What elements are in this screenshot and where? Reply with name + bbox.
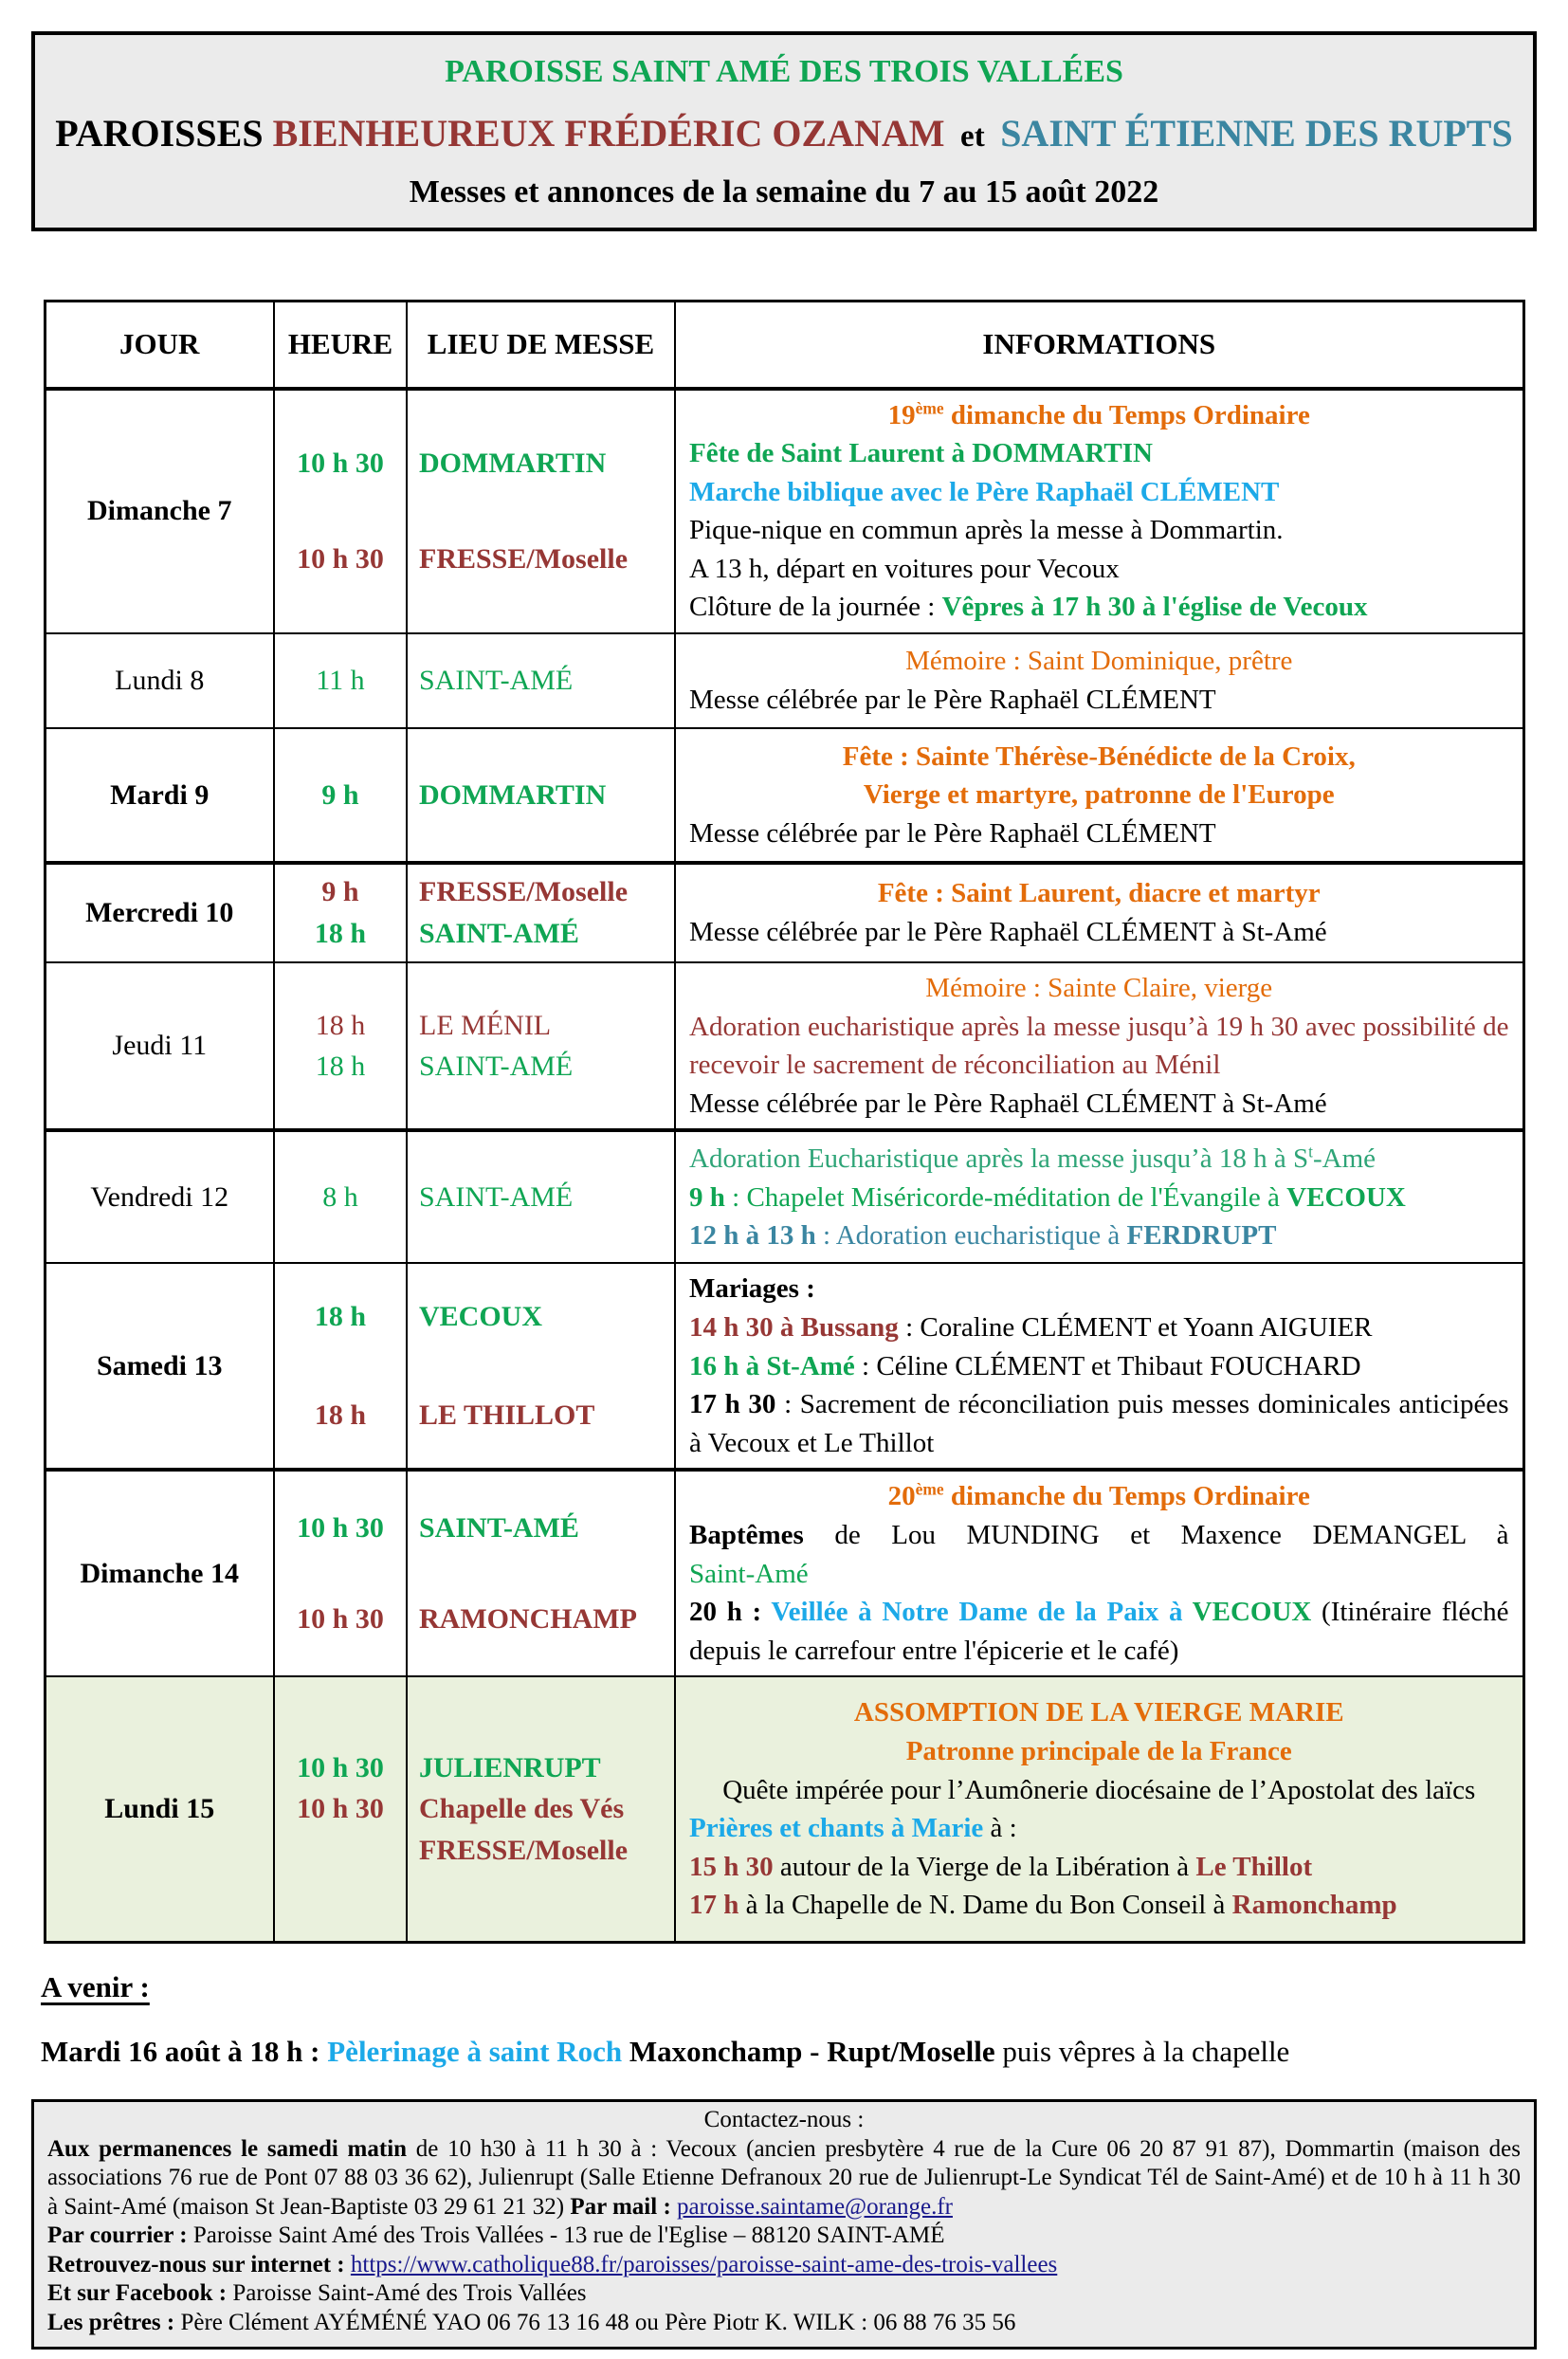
place-stack — [419, 1007, 670, 1086]
text-segment: 11 h — [316, 665, 365, 697]
info-line — [689, 1771, 1509, 1810]
text-segment: SAINT-AMÉ — [419, 1181, 574, 1214]
text-segment: 15 h 30 — [689, 1851, 774, 1882]
text-segment: Mémoire : Sainte Claire, vierge — [925, 973, 1273, 1004]
table-row — [45, 962, 1523, 1130]
hour — [297, 445, 384, 483]
text-segment: VECOUX — [1286, 1181, 1406, 1213]
contact-title: Contactez-nous : — [703, 2107, 865, 2133]
text-segment: VECOUX — [419, 1301, 543, 1333]
info-line — [689, 1732, 1509, 1771]
hour-cell — [274, 1676, 407, 1942]
day-cell — [45, 1676, 274, 1942]
place — [419, 1790, 624, 1828]
text-segment: -Amé — [1312, 1143, 1377, 1175]
info-cell — [675, 1130, 1523, 1263]
text-segment: Messe célébrée par le Père Raphaël CLÉMENT à St-Amé — [689, 1088, 1327, 1119]
text-segment: Vêpres à 17 h 30 à l'église de Vecoux — [941, 592, 1368, 623]
info-line — [689, 776, 1509, 814]
text-segment: Clôture de la journée : — [689, 592, 942, 623]
info-cell — [675, 1263, 1523, 1470]
text-segment: 17 h — [689, 1890, 739, 1921]
info-line — [689, 1385, 1509, 1462]
contact-box — [31, 2099, 1537, 2350]
info-line — [689, 1085, 1509, 1124]
contact-line — [47, 2135, 1521, 2222]
info-line — [689, 681, 1509, 720]
text-segment: Vierge et martyre, patronne de l'Europe — [863, 779, 1335, 811]
website-link[interactable]: https://www.catholique88.fr/paroisses/paroisse-saint-ame-des-trois-vallees — [350, 2251, 1058, 2277]
parish-title — [45, 54, 1523, 90]
text-segment: dimanche du Temps Ordinaire — [943, 399, 1310, 430]
text-segment: de Lou MUNDING et Maxence DEMANGEL à — [803, 1520, 1509, 1550]
text-segment: FRESSE/Moselle — [419, 543, 629, 576]
column-header-heure: HEURE — [274, 302, 407, 389]
info-line — [689, 1848, 1509, 1887]
text-segment: Messe célébrée par le Père Raphaël CLÉMENT à St-Amé — [689, 917, 1327, 948]
text-segment: Le Thillot — [1195, 1851, 1313, 1882]
hour — [297, 1749, 384, 1787]
table-row — [45, 1130, 1523, 1263]
superscript-text: t — [1308, 1142, 1313, 1161]
hour-cell — [274, 962, 407, 1130]
place — [419, 662, 573, 700]
parishes-subtitle-prefix: PAROISSES — [55, 112, 273, 155]
info-line — [689, 1593, 1509, 1670]
text-segment: Patronne principale de la France — [905, 1735, 1292, 1766]
info-line — [689, 1555, 1509, 1594]
mass-schedule-table — [44, 300, 1525, 1944]
text-segment: A 13 h, départ en voitures pour Vecoux — [689, 553, 1120, 584]
text-segment: Veillée à Notre Dame de la Paix à — [771, 1597, 1193, 1628]
parish-etienne: SAINT ÉTIENNE DES RUPTS — [1000, 112, 1513, 155]
hour — [297, 1790, 384, 1828]
place-cell — [407, 863, 675, 962]
text-segment: 10 h 30 — [297, 1751, 384, 1783]
text-segment: : Céline CLÉMENT et Thibaut FOUCHARD — [854, 1350, 1361, 1381]
place — [419, 777, 606, 814]
hour-cell — [274, 1470, 407, 1676]
place — [419, 1509, 579, 1547]
text-segment: Mardi 9 — [110, 778, 210, 811]
place-stack — [419, 1179, 670, 1216]
text-segment: 8 h — [322, 1181, 358, 1214]
text-segment: JULIENRUPT — [419, 1751, 601, 1783]
text-segment: à : — [983, 1813, 1017, 1844]
place-cell — [407, 728, 675, 863]
info-cell — [675, 1470, 1523, 1676]
info-line — [689, 1270, 1509, 1308]
hour-cell — [274, 1263, 407, 1470]
place-cell — [407, 1676, 675, 1942]
contact-lines — [47, 2135, 1521, 2338]
text-segment: Baptêmes — [689, 1520, 804, 1550]
text-segment: Paroisse Saint Amé des Trois Vallées - 13 rue de l'Eglise – 88120 SAINT-AMÉ — [187, 2222, 945, 2249]
text-segment: Père Clément AYÉMÉNÉ YAO 06 76 13 16 48 ou Père Piotr K. WILK : 06 88 76 35 56 — [174, 2309, 1016, 2335]
column-header-informations: INFORMATIONS — [675, 302, 1523, 389]
text-segment: Mardi 16 août à 18 h : — [41, 2034, 328, 2068]
text-segment: 14 h 30 à Bussang — [689, 1312, 899, 1344]
place-cell — [407, 1130, 675, 1263]
hour — [315, 1397, 366, 1435]
text-segment: Mercredi 10 — [85, 897, 234, 929]
place — [419, 540, 628, 578]
text-segment: 19 — [887, 399, 916, 430]
info-line — [689, 969, 1509, 1008]
contact-line — [47, 2279, 1521, 2309]
place — [419, 1749, 601, 1787]
parish-ozanam: BIENHEUREUX FRÉDÉRIC OZANAM — [272, 112, 945, 155]
info-line — [689, 1308, 1509, 1347]
text-segment: 10 h 30 — [297, 1602, 384, 1635]
place — [419, 1397, 594, 1435]
text-segment: à la Chapelle de N. Dame du Bon Conseil à — [738, 1890, 1232, 1921]
text-segment: Maxonchamp - Rupt/Moselle — [629, 2034, 995, 2068]
info-line — [689, 874, 1509, 913]
info-line — [689, 1216, 1509, 1255]
text-segment: 9 h — [321, 778, 359, 811]
info-line — [689, 550, 1509, 589]
info-line — [689, 1516, 1509, 1555]
text-segment: Vendredi 12 — [90, 1180, 229, 1213]
text-segment: 20 — [887, 1481, 916, 1512]
text-segment: 18 h — [315, 1051, 366, 1083]
place-cell — [407, 1470, 675, 1676]
parishes-subtitle-et: et — [944, 119, 1001, 154]
text-segment: Lundi 8 — [115, 665, 205, 697]
hour — [316, 662, 364, 700]
hour-cell — [274, 728, 407, 863]
info-line — [689, 814, 1509, 853]
place — [419, 1179, 573, 1216]
place-cell — [407, 1263, 675, 1470]
place-cell — [407, 389, 675, 634]
text-segment: Chapelle des Vés — [419, 1793, 625, 1825]
text-segment: 9 h — [321, 876, 359, 908]
superscript-text: ème — [915, 397, 944, 417]
info-line — [689, 642, 1509, 681]
text-segment: FERDRUPT — [1126, 1220, 1277, 1252]
place — [419, 915, 579, 953]
day-cell — [45, 728, 274, 863]
place-cell — [407, 633, 675, 728]
place — [419, 1048, 573, 1086]
text-segment: SAINT-AMÉ — [419, 1051, 574, 1083]
day-cell — [45, 633, 274, 728]
day-cell — [45, 962, 274, 1130]
text-segment: 16 h à St-Amé — [689, 1350, 855, 1381]
text-segment: VECOUX — [1192, 1597, 1312, 1628]
hour-cell — [274, 389, 407, 634]
day-cell — [45, 863, 274, 962]
table-header-row — [45, 302, 1523, 389]
table-row — [45, 1263, 1523, 1470]
place-stack — [419, 777, 670, 814]
text-segment: Paroisse Saint-Amé des Trois Vallées — [227, 2280, 587, 2307]
hour-cell — [274, 1130, 407, 1263]
superscript-text: ème — [915, 1479, 944, 1499]
place-stack — [419, 1749, 670, 1870]
place — [419, 1832, 628, 1870]
text-segment: Aux permanences le samedi matin — [47, 2135, 408, 2162]
info-line — [689, 1477, 1509, 1516]
text-segment: Fête : Sainte Thérèse-Bénédicte de la Croix, — [842, 741, 1356, 772]
text-segment: 18 h — [314, 1399, 367, 1431]
hour-stack — [277, 445, 404, 578]
text-segment: 18 h — [315, 1009, 366, 1041]
text-segment: dimanche du Temps Ordinaire — [943, 1481, 1310, 1512]
text-segment: 18 h — [314, 1301, 367, 1333]
hour-cell — [274, 633, 407, 728]
text-segment: 10 h 30 — [297, 1793, 384, 1825]
text-segment: ASSOMPTION DE LA VIERGE MARIE — [853, 1697, 1344, 1728]
table-row — [45, 633, 1523, 728]
text-segment: Retrouvez-nous sur internet : — [47, 2251, 345, 2277]
text-segment: Par courrier : — [47, 2222, 188, 2249]
coming-section — [41, 1970, 1537, 2071]
text-segment: Pique-nique en commun après la messe à Dommartin. — [689, 515, 1284, 546]
text-segment: SAINT-AMÉ — [419, 918, 579, 950]
hour-stack — [277, 1749, 404, 1870]
hour-stack — [277, 1179, 404, 1216]
day-cell — [45, 389, 274, 634]
table-row — [45, 728, 1523, 863]
place-stack — [419, 1298, 670, 1434]
text-segment: 17 h 30 — [689, 1389, 776, 1420]
text-segment: Quête impérée pour l’Aumônerie diocésaine de l’Apostolat des laïcs — [722, 1774, 1476, 1805]
info-line — [689, 1809, 1509, 1848]
text-segment: SAINT-AMÉ — [419, 665, 574, 697]
place — [419, 873, 628, 911]
hour — [321, 777, 358, 814]
contact-line — [47, 2222, 1521, 2251]
text-segment: : Coraline CLÉMENT et Yoann AIGUIER — [898, 1312, 1373, 1344]
text-segment: 10 h 30 — [297, 1512, 384, 1545]
hour — [321, 873, 358, 911]
email-link[interactable]: paroisse.saintame@orange.fr — [677, 2193, 953, 2220]
table-row — [45, 1676, 1523, 1942]
text-segment: 10 h 30 — [297, 447, 384, 479]
hour — [297, 1509, 384, 1547]
text-segment: 12 h à 13 h — [689, 1220, 816, 1252]
text-segment: 18 h — [314, 918, 367, 950]
text-segment: Et sur Facebook : — [47, 2280, 228, 2307]
text-segment: autour de la Vierge de la Libération à — [773, 1851, 1196, 1882]
place-stack — [419, 445, 670, 578]
text-segment: 10 h 30 — [297, 543, 384, 576]
place-cell — [407, 962, 675, 1130]
text-segment: LE THILLOT — [419, 1399, 595, 1431]
place — [419, 445, 606, 483]
text-segment: 9 h — [689, 1181, 725, 1213]
text-segment: Les prêtres : — [47, 2309, 175, 2335]
info-line — [689, 396, 1509, 435]
text-segment: Lundi 15 — [104, 1793, 215, 1825]
text-segment: DOMMARTIN — [419, 447, 607, 479]
column-header-jour: JOUR — [45, 302, 274, 389]
column-header-lieu: LIEU DE MESSE — [407, 302, 675, 389]
text-segment: RAMONCHAMP — [419, 1602, 637, 1635]
info-cell — [675, 389, 1523, 634]
info-cell — [675, 1676, 1523, 1942]
contact-line — [47, 2251, 1521, 2280]
info-line — [689, 913, 1509, 952]
text-segment: Messe célébrée par le Père Raphaël CLÉMENT — [689, 817, 1216, 849]
hour-stack — [277, 777, 404, 814]
coming-title: A venir : — [41, 1969, 150, 2003]
text-segment: Adoration eucharistique après la messe jusqu’à 19 h 30 avec possibilité de recevoir le sacrement de réconciliation au Ménil — [689, 1011, 1509, 1081]
text-segment: Fête : Saint Laurent, diacre et martyr — [877, 878, 1321, 909]
text-segment: Ramonchamp — [1231, 1890, 1397, 1921]
hour-stack — [277, 662, 404, 700]
hour-stack — [277, 1298, 404, 1434]
table-row — [45, 389, 1523, 634]
hour-stack — [277, 1509, 404, 1637]
info-cell — [675, 728, 1523, 863]
text-segment: Adoration Eucharistique après la messe jusqu’à 18 h à S — [689, 1143, 1309, 1175]
info-cell — [675, 863, 1523, 962]
day-cell — [45, 1130, 274, 1263]
info-line — [689, 1179, 1509, 1217]
text-segment: Mémoire : Saint Dominique, prêtre — [905, 646, 1293, 677]
hour — [297, 540, 384, 578]
hour — [297, 1600, 384, 1638]
text-segment: FRESSE/Moselle — [419, 1834, 629, 1866]
table-row — [45, 1470, 1523, 1676]
place — [419, 1007, 551, 1045]
hour — [316, 1007, 366, 1045]
text-segment: 20 h : — [689, 1597, 772, 1628]
info-line — [689, 434, 1509, 473]
text-segment: (Itinéraire fléché depuis le carrefour entre l'épicerie et le café) — [689, 1597, 1509, 1666]
hour — [315, 915, 366, 953]
text-segment: Saint-Amé — [689, 1558, 809, 1589]
info-line — [689, 473, 1509, 512]
text-segment: : Sacrement de réconciliation puis messes dominicales anticipées à Vecoux et Le Thillot — [689, 1389, 1509, 1458]
text-segment: Marche biblique avec le Père Raphaël CLÉMENT — [689, 476, 1280, 507]
text-segment: Par mail : — [570, 2193, 671, 2220]
text-segment: FRESSE/Moselle — [419, 876, 629, 908]
info-line — [689, 1886, 1509, 1925]
text-segment: Dimanche 14 — [80, 1557, 239, 1589]
hour-cell — [274, 863, 407, 962]
text-segment: Prières et chants à Marie — [689, 1813, 984, 1844]
info-line — [689, 1140, 1509, 1179]
text-segment: puis vêpres à la chapelle — [994, 2034, 1290, 2068]
text-segment: Dimanche 7 — [87, 495, 232, 527]
header-box — [31, 31, 1537, 231]
place — [419, 1600, 637, 1638]
parish-title-text: PAROISSE SAINT AMÉ DES TROIS VALLÉES — [445, 54, 1123, 89]
day-cell — [45, 1263, 274, 1470]
info-line — [689, 1008, 1509, 1085]
coming-event-line — [41, 2033, 1537, 2071]
info-line — [689, 511, 1509, 550]
place-stack — [419, 873, 670, 952]
place — [419, 1298, 542, 1336]
info-line — [689, 588, 1509, 627]
hour — [337, 1832, 344, 1870]
week-range-title: Messes et annonces de la semaine du 7 au 15 août 2022 — [409, 174, 1159, 210]
text-segment — [337, 1835, 344, 1866]
text-segment: Samedi 13 — [96, 1349, 223, 1381]
place-stack — [419, 662, 670, 700]
info-line — [689, 1693, 1509, 1732]
text-segment: LE MÉNIL — [419, 1009, 552, 1041]
text-segment: de 10 h30 à 11 h 30 à : Vecoux (ancien presbytère 4 rue de la Cure 06 20 87 91 87), Dommartin (maison des associations 76 rue de Pont 07 88 03 36 62), Julienrupt (Salle Etienne Defranoux 20 rue de Julienrupt-Le Syndicat Tél de Saint-Amé) et de 10 h à 11 h 30 à Saint-Amé (maison St Jean-Baptiste 03 29 61 21 32) — [47, 2135, 1521, 2220]
place-stack — [419, 1509, 670, 1637]
text-segment: Jeudi 11 — [112, 1030, 208, 1062]
text-segment: : Chapelet Miséricorde-méditation de l'Évangile à — [724, 1181, 1287, 1213]
info-cell — [675, 962, 1523, 1130]
parishes-subtitle — [45, 111, 1523, 155]
text-segment: Mariages : — [689, 1273, 815, 1305]
text-segment: SAINT-AMÉ — [419, 1512, 579, 1545]
hour — [316, 1048, 366, 1086]
day-cell — [45, 1470, 274, 1676]
contact-line — [47, 2309, 1521, 2338]
info-cell — [675, 633, 1523, 728]
text-segment: Messe célébrée par le Père Raphaël CLÉMENT — [689, 685, 1216, 716]
hour-stack — [277, 1007, 404, 1086]
text-segment: Pèlerinage à saint Roch — [327, 2034, 629, 2068]
hour-stack — [277, 873, 404, 952]
info-line — [689, 1347, 1509, 1386]
hour — [322, 1179, 358, 1216]
hour — [315, 1298, 366, 1336]
text-segment: DOMMARTIN — [419, 778, 607, 811]
text-segment: Fête de Saint Laurent à DOMMARTIN — [689, 438, 1153, 469]
text-segment: : Adoration eucharistique à — [815, 1220, 1127, 1252]
table-row — [45, 863, 1523, 962]
info-line — [689, 738, 1509, 777]
